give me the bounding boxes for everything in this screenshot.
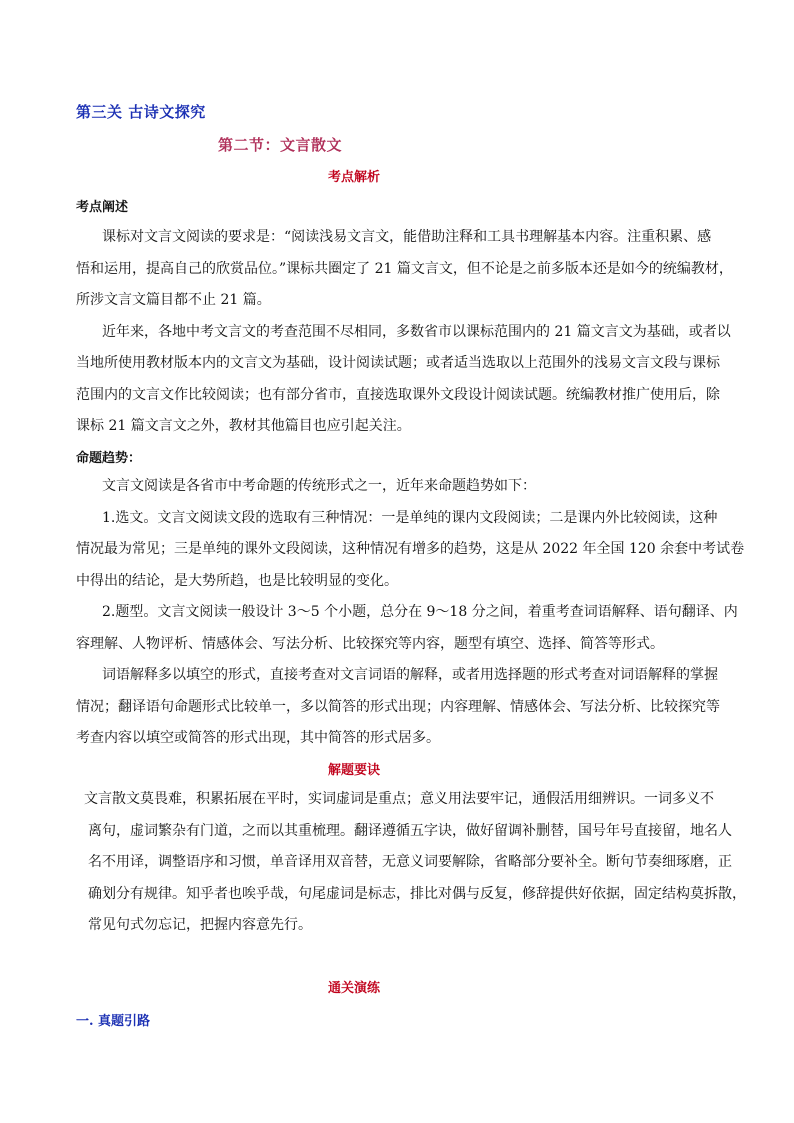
trend-line: 情况最为常见；三是单纯的课外文段阅读，这种情况有增多的趋势，这是从 2022 年全国 120 余套中考试卷 bbox=[76, 541, 745, 557]
trend-heading: 命题趋势： bbox=[76, 451, 142, 466]
section-title: 第二节：文言散文 bbox=[218, 136, 343, 154]
trend-body bbox=[76, 471, 745, 755]
trend-line: 1.选文。文言文阅读文段的选取有三种情况：一是单纯的课内文段阅读；二是课内外比较阅读，这种 bbox=[102, 509, 718, 526]
trend-line: 考查内容以填空或简答的形式出现，其中简答的形式居多。 bbox=[76, 730, 440, 746]
analysis-title: 考点解析 bbox=[327, 170, 380, 185]
tips-line: 离句，虚词繁杂有门道，之而以其重梳理。翻译遵循五字诀，做好留调补删替，国号年号直接留，地名人 bbox=[88, 822, 732, 839]
tips-body bbox=[84, 784, 746, 942]
tips-line: 确划分有规律。知乎者也唉乎哉，句尾虚词是标志，排比对偶与反复，修辞提供好依据，固定结构莫拆散， bbox=[88, 885, 746, 902]
tips-heading: 解题要诀 bbox=[327, 763, 380, 778]
trend-line: 情况；翻译语句命题形式比较单一，多以简答的形式出现；内容理解、情感体会、写法分析、比较探究等 bbox=[76, 698, 720, 715]
chapter-title: 第三关 古诗文探究 bbox=[76, 103, 206, 121]
overview-line: 课标 21 篇文言文之外，教材其他篇目也应引起关注。 bbox=[76, 418, 411, 434]
trend-line: 词语解释多以填空的形式，直接考查对文言词语的解释，或者用选择题的形式考查对词语解释的掌握 bbox=[102, 667, 718, 683]
trend-line: 容理解、人物评析、情感体会、写法分析、比较探究等内容，题型有填空、选择、简答等形式。 bbox=[76, 635, 664, 652]
overview-heading: 考点阐述 bbox=[76, 200, 129, 215]
trend-line: 2.题型。文言文阅读一般设计 3～5 个小题，总分在 9～18 分之间，着重考查词语解释、语句翻译、内 bbox=[102, 604, 738, 620]
overview-line: 当地所使用教材版本内的文言文为基础，设计阅读试题；或者适当选取以上范围外的浅易文言文段与课标 bbox=[76, 355, 720, 371]
overview-line: 所涉文言文篇目都不止 21 篇。 bbox=[76, 292, 271, 308]
tips-line: 文言散文莫畏难，积累拓展在平时，实词虚词是重点；意义用法要牢记，通假活用细辨识。一词多义不 bbox=[84, 791, 714, 807]
practice-sub-heading: 一. 真题引路 bbox=[76, 1014, 151, 1029]
tips-line: 名不用译，调整语序和习惯，单音译用双音替，无意义词要解除，省略部分要补全。断句节奏细琢磨，正 bbox=[88, 854, 732, 870]
overview-line: 悟和运用，提高自己的欣赏品位。”课标共圈定了 21 篇文言文，但不论是之前多版本还是如今的统编教材， bbox=[76, 260, 733, 277]
trend-line: 文言文阅读是各省市中考命题的传统形式之一，近年来命题趋势如下： bbox=[102, 478, 536, 494]
practice-heading: 通关演练 bbox=[327, 981, 380, 996]
overview-line: 近年来，各地中考文言文的考查范围不尽相同，多数省市以课标范围内的 21 篇文言文为基础，或者以 bbox=[102, 323, 731, 340]
trend-line: 中得出的结论，是大势所趋，也是比较明显的变化。 bbox=[76, 572, 398, 589]
overview-line: 范围内的文言文作比较阅读；也有部分省市，直接选取课外文段设计阅读试题。统编教材推广使用后，除 bbox=[76, 386, 720, 403]
overview-body bbox=[76, 222, 733, 443]
overview-line: 课标对文言文阅读的要求是：“阅读浅易文言文，能借助注释和工具书理解基本内容。注重积累、感 bbox=[102, 229, 712, 245]
tips-line: 常见句式勿忘记，把握内容意先行。 bbox=[88, 917, 312, 933]
